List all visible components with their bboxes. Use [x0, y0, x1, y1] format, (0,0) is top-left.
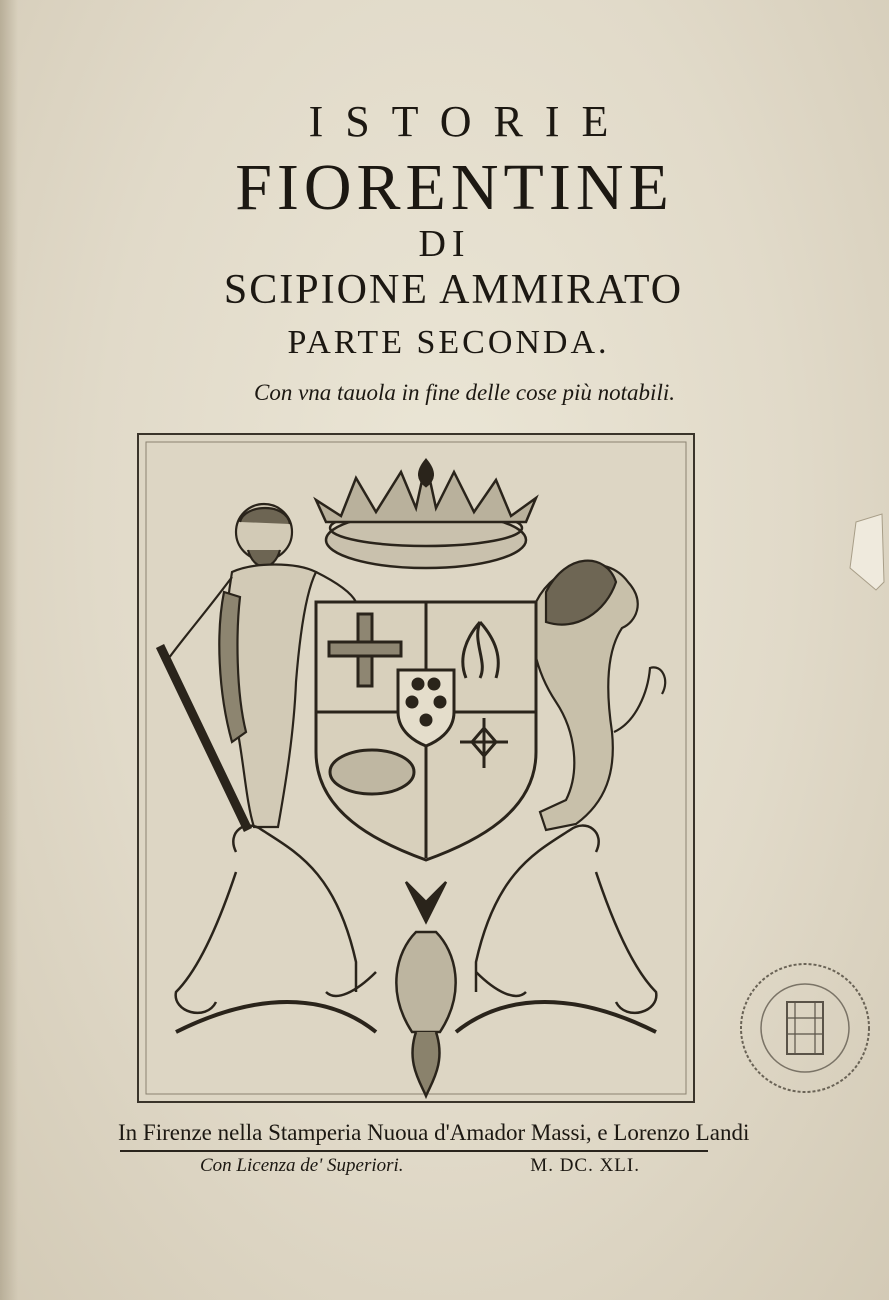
subtitle: Con vna tauola in fine delle cose più notabili.: [254, 380, 675, 405]
library-stamp-icon: [735, 958, 875, 1098]
title-line-istorie: ISTORIE: [308, 97, 631, 146]
coat-of-arms-engraving-icon: [136, 432, 696, 1104]
imprint-publisher: In Firenze nella Stamperia Nuoua d'Amador Massi, e Lorenzo Landi: [118, 1120, 750, 1145]
title-line-di: DI: [418, 223, 471, 265]
author-name: SCIPIONE AMMIRATO: [223, 267, 684, 313]
imprint-license-row: [200, 1155, 640, 1177]
imprint-rule: [120, 1150, 708, 1152]
imprint-license: Con Licenza de' Superiori.: [200, 1155, 404, 1176]
paper-tab-icon: [846, 512, 886, 592]
title-line-fiorentine: FIORENTINE: [235, 151, 674, 224]
imprint-year: M. DC. XLI.: [530, 1155, 640, 1176]
volume-part: PARTE SECONDA.: [287, 324, 610, 361]
